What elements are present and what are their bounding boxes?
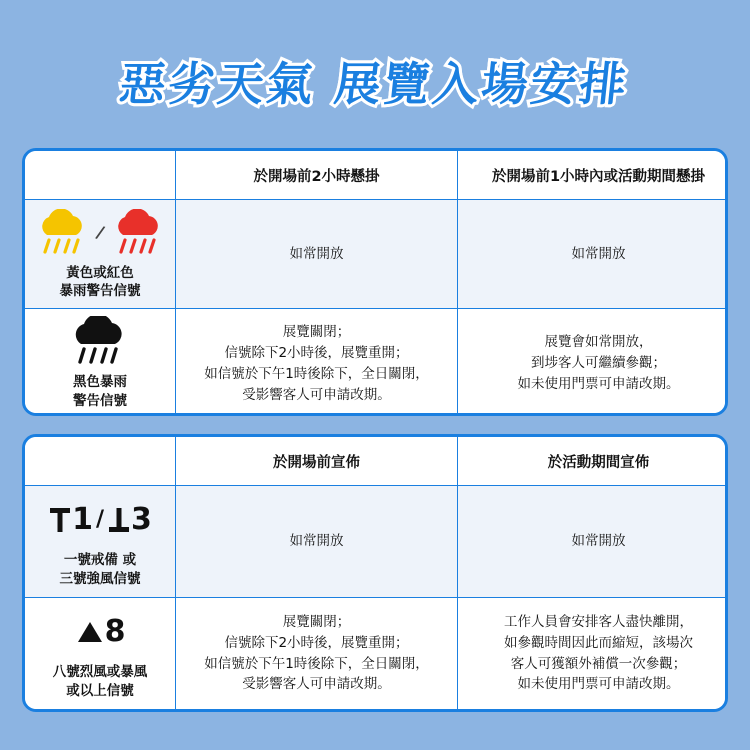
- page-title-wrap: [0, 48, 750, 114]
- cell-line: 如常開放: [571, 245, 626, 262]
- wind-header-icon-col: [25, 437, 176, 486]
- wind-row1-col1: [176, 486, 458, 598]
- signal-1-shape-icon: [48, 505, 72, 535]
- table-header-row: [25, 437, 728, 486]
- signal-1-number: 1: [72, 502, 93, 538]
- cell-line: 如參觀時間因此而縮短，該場次: [504, 634, 693, 651]
- signal-8-label: [29, 663, 171, 699]
- cell-line: 受影響客人可申請改期。: [242, 676, 391, 693]
- rainstorm-table: [25, 151, 728, 416]
- signal-8-shape-icon: [75, 617, 105, 647]
- label-line: 黑色暴雨: [73, 374, 127, 391]
- rain-row2-col1: [176, 309, 458, 416]
- wind-row2-col1: [176, 598, 458, 710]
- amber-red-rainstorm-label: [29, 264, 171, 300]
- rain-row2-col2: [458, 309, 729, 416]
- black-rainstorm-cell: [25, 309, 176, 416]
- label-line: 三號強風信號: [59, 570, 141, 587]
- cell-line: 如信號於下午1時後除下，全日關閉，: [204, 365, 429, 382]
- signal-1-3-cell: [25, 486, 176, 598]
- cell-line: 展覽關閉；: [282, 323, 351, 340]
- red-rain-cloud-icon: [109, 209, 167, 257]
- cell-line: 如未使用門票可申請改期。: [517, 376, 680, 393]
- rainstorm-table-block: [22, 148, 728, 416]
- wind-header-col1: 於開場前宣佈: [176, 437, 458, 486]
- rain-row1-col1: [176, 200, 458, 309]
- rain-header-icon-col: [25, 151, 176, 200]
- page-title: 惡劣天氣 展覽入場安排: [117, 57, 633, 111]
- label-line: 暴雨警告信號: [59, 283, 141, 300]
- table-row: [25, 309, 728, 416]
- cell-line: 客人可獲額外補償一次參觀；: [510, 655, 687, 672]
- label-line: 警告信號: [73, 392, 127, 409]
- cell-line: 展覽會如常開放，: [544, 334, 653, 351]
- cell-line: 如常開放: [571, 533, 626, 550]
- typhoon-signal-1-and-3-icon: [29, 493, 171, 547]
- label-line: 或以上信號: [66, 682, 134, 699]
- signal-8-glyphs: [75, 614, 126, 650]
- rain-header-col2: 於開場前1小時內或活動期間懸掛: [458, 151, 729, 200]
- cell-line: 如常開放: [289, 245, 344, 262]
- table-header-row: [25, 151, 728, 200]
- cell-line: 信號除下2小時後，展覽重開；: [224, 344, 409, 361]
- signal-1-3-glyphs: [48, 502, 152, 538]
- signal-8-number: 8: [104, 614, 126, 650]
- typhoon-table-block: [22, 434, 728, 712]
- cell-line: 工作人員會安排客人盡快離開，: [504, 613, 693, 630]
- typhoon-signal-8-icon: [29, 605, 171, 659]
- table-row: [25, 486, 728, 598]
- cell-line: 如常開放: [289, 533, 344, 550]
- black-rain-cloud-icon: [65, 316, 135, 368]
- cell-line: 如未使用門票可申請改期。: [517, 676, 680, 693]
- cell-line: 信號除下2小時後，展覽重開；: [224, 634, 409, 651]
- cell-line: 如信號於下午1時後除下，全日關閉，: [204, 655, 429, 672]
- amber-rain-cloud-icon: [33, 209, 91, 257]
- cell-line: 受影響客人可申請改期。: [242, 386, 391, 403]
- label-line: 黃色或紅色: [66, 265, 134, 281]
- label-line: 一號戒備 或: [63, 552, 137, 569]
- wind-row1-col2: [458, 486, 729, 598]
- signal-3-shape-icon: [107, 505, 131, 535]
- separator-slash: /: [95, 507, 105, 533]
- amber-red-rainstorm-warning-icon: [29, 206, 171, 260]
- cell-line: 到埗客人可繼續參觀；: [531, 355, 666, 372]
- signal-8-cell: [25, 598, 176, 710]
- typhoon-table: [25, 437, 728, 709]
- table-row: [25, 598, 728, 710]
- label-line: 八號烈風或暴風: [52, 664, 148, 681]
- separator-slash: /: [93, 222, 107, 244]
- signal-3-number: 3: [131, 502, 152, 538]
- black-rainstorm-warning-icon: [29, 315, 171, 369]
- rain-header-col1: 於開場前2小時懸掛: [176, 151, 458, 200]
- table-row: [25, 200, 728, 309]
- amber-red-rainstorm-cell: [25, 200, 176, 309]
- wind-row2-col2: [458, 598, 729, 710]
- black-rainstorm-label: [29, 373, 171, 409]
- rain-row1-col2: [458, 200, 729, 309]
- cell-line: 展覽關閉；: [282, 613, 351, 630]
- signal-1-3-label: [29, 551, 171, 587]
- wind-header-col2: 於活動期間宣佈: [458, 437, 729, 486]
